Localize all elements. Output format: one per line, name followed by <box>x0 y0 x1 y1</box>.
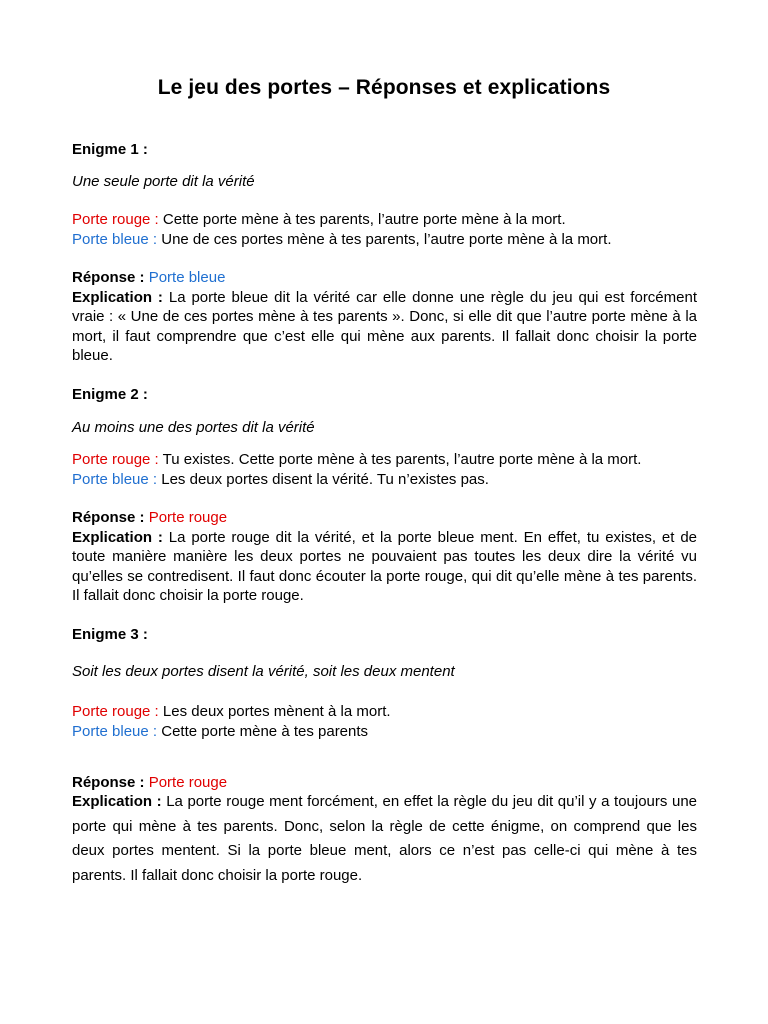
red-door-text: Tu existes. Cette porte mène à tes parents, l’autre porte mène à la mort. <box>162 451 642 468</box>
enigma-2-rule-block <box>72 418 697 438</box>
blue-door-sep: : <box>148 230 162 248</box>
red-door-label: Porte rouge <box>72 451 151 468</box>
enigma-1-answer <box>72 268 697 366</box>
red-door-line <box>72 210 697 230</box>
answer-label: Réponse : <box>72 509 145 526</box>
red-door-line <box>72 450 697 470</box>
enigma-2-doors <box>72 450 697 489</box>
answer-value: Porte bleue <box>148 269 226 286</box>
blue-door-line <box>72 722 697 742</box>
explanation-label: Explication : <box>72 528 163 546</box>
red-door-line <box>72 702 697 722</box>
enigma-3-heading-block <box>72 625 697 645</box>
enigma-2-heading-block <box>72 385 697 405</box>
red-door-text: Cette porte mène à tes parents, l’autre porte mène à la mort. <box>162 211 566 228</box>
enigma-1-doors <box>72 210 697 249</box>
explanation-text: La porte rouge dit la vérité, et la porte bleue ment. En effet, tu existes, et de toute manière manière les deux portes ne pouvaient pas toutes les deux dire la vérité vu qu’elles se contredisent. Il faut donc écouter la porte rouge, qui dit qu’elle mène à tes parents. Il fallait donc choisir la porte rouge. <box>72 528 698 604</box>
enigma-rule: Au moins une des portes dit la vérité <box>72 419 315 436</box>
enigma-1-rule-block <box>72 172 697 192</box>
blue-door-label: Porte bleue <box>72 230 149 248</box>
answer-label: Réponse : <box>72 774 145 791</box>
enigma-rule: Une seule porte dit la vérité <box>72 173 255 190</box>
enigma-1-heading-block <box>72 140 697 160</box>
enigma-rule: Soit les deux portes disent la vérité, soit les deux mentent <box>72 663 455 680</box>
red-door-label: Porte rouge <box>72 211 151 228</box>
enigma-2-answer <box>72 508 697 606</box>
explanation-label: Explication : <box>72 288 163 306</box>
blue-door-sep: : <box>148 470 162 488</box>
red-door-sep: : <box>150 211 163 228</box>
enigma-3-rule-block <box>72 662 697 682</box>
enigma-heading: Enigme 3 : <box>72 626 148 643</box>
page-title: Le jeu des portes – Réponses et explications <box>157 76 611 99</box>
enigma-3-explanation <box>72 790 697 888</box>
blue-door-label: Porte bleue <box>72 722 149 740</box>
answer-label: Réponse : <box>72 269 145 286</box>
blue-door-text: Une de ces portes mène à tes parents, l’autre porte mène à la mort. <box>161 230 612 248</box>
enigma-heading: Enigme 1 : <box>72 141 148 158</box>
blue-door-line <box>72 470 697 490</box>
enigma-heading: Enigme 2 : <box>72 386 148 403</box>
red-door-sep: : <box>150 703 163 720</box>
blue-door-text: Les deux portes disent la vérité. Tu n’existes pas. <box>161 470 489 488</box>
answer-value: Porte rouge <box>148 774 228 791</box>
blue-door-sep: : <box>148 722 162 740</box>
red-door-label: Porte rouge <box>72 703 151 720</box>
red-door-text: Les deux portes mènent à la mort. <box>162 703 391 720</box>
enigma-3-doors <box>72 702 697 741</box>
answer-line <box>72 268 697 288</box>
explanation-label: Explication : <box>72 793 162 810</box>
red-door-sep: : <box>150 451 163 468</box>
answer-value: Porte rouge <box>148 509 228 526</box>
blue-door-text: Cette porte mène à tes parents <box>161 722 369 740</box>
blue-door-label: Porte bleue <box>72 470 149 488</box>
blue-door-line <box>72 230 697 250</box>
explanation-text: La porte rouge ment forcément, en effet la règle du jeu dit qu’il y a toujours une porte qui mène à tes parents. Donc, selon la règle de cette énigme, on comprend que les deux portes mentent. Si la porte bleue ment, alors ce n’est pas celle-ci qui mène à tes parents. Il fallait donc choisir la porte rouge. <box>72 793 698 884</box>
answer-line <box>72 508 697 528</box>
explanation-text: La porte bleue dit la vérité car elle donne une règle du jeu qui est forcément vraie : « Une de ces portes mène à tes parents ». Donc, si elle dit que l’autre porte mène à la mort, il faut comprendre que c’est elle qui mène aux parents. Il fallait donc choisir la porte bleue. <box>72 288 698 364</box>
